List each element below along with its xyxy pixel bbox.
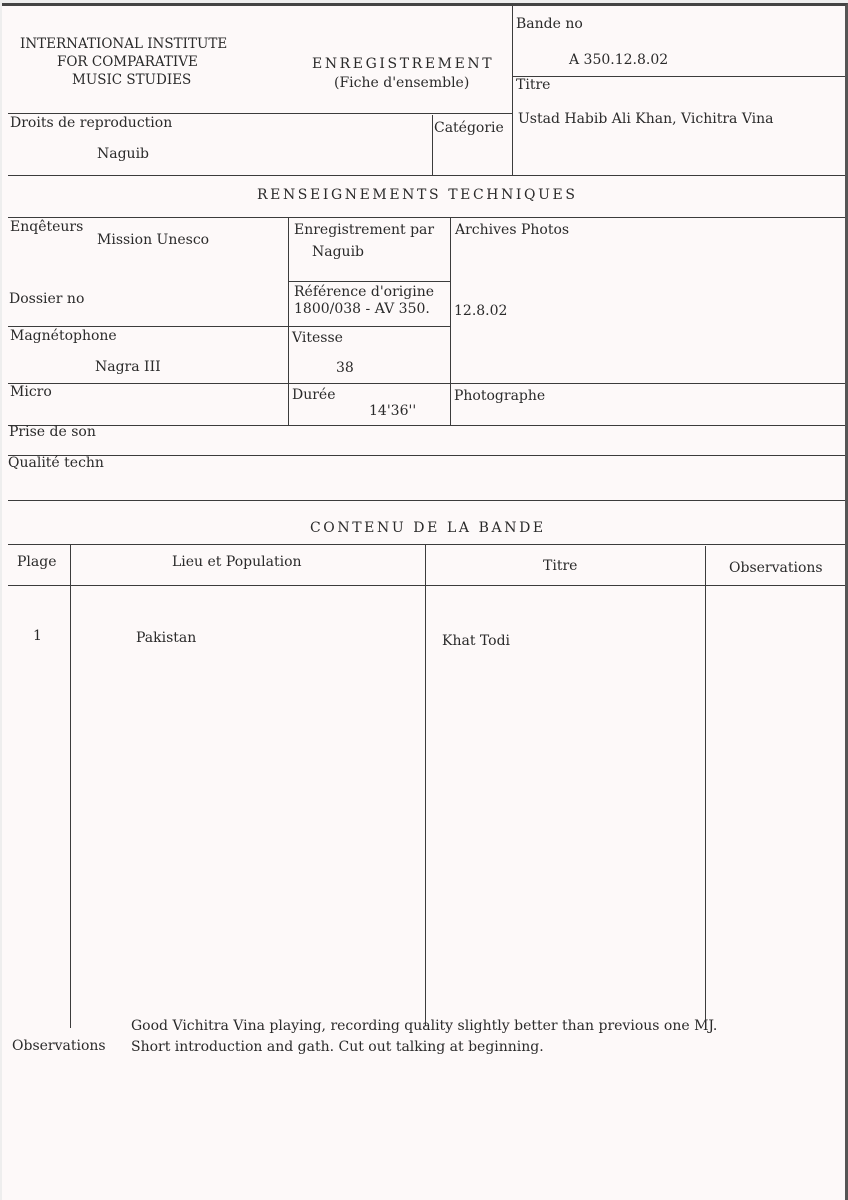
- form-subtitle: (Fiche d'ensemble): [334, 75, 470, 91]
- categorie-divider: [432, 115, 433, 175]
- technical-col2-divider: [450, 217, 451, 425]
- droits-value: Naguib: [97, 146, 150, 162]
- qualite-top-rule: [8, 455, 845, 456]
- enqueteurs-value: Mission Unesco: [97, 232, 210, 248]
- form-title: ENREGISTREMENT: [312, 56, 495, 72]
- vitesse-label: Vitesse: [292, 330, 343, 346]
- dossier-label: Dossier no: [9, 291, 85, 307]
- column-header-plage: Plage: [17, 554, 57, 570]
- institute-name-line2: FOR COMPARATIVE: [57, 54, 198, 70]
- qualite-techn-label: Qualité techn: [8, 455, 104, 471]
- institute-name-line3: MUSIC STUDIES: [72, 72, 192, 88]
- categorie-label: Catégorie: [434, 120, 504, 136]
- contents-col1-divider: [70, 544, 71, 1028]
- contents-section-title: CONTENU DE LA BANDE: [310, 520, 546, 536]
- droits-top-rule: [8, 113, 512, 114]
- bande-value: A 350.12.8.02: [569, 52, 669, 68]
- header-bottom-rule: [8, 175, 845, 176]
- row-lieu: Pakistan: [136, 630, 197, 646]
- column-header-rule: [8, 585, 845, 586]
- micro-top-rule: [8, 383, 845, 384]
- observations-line2: Short introduction and gath. Cut out talking at beginning.: [131, 1039, 544, 1055]
- technical-section-title: RENSEIGNEMENTS TECHNIQUES: [257, 187, 578, 203]
- row-titre: Khat Todi: [442, 633, 511, 649]
- titre-label: Titre: [516, 77, 551, 93]
- technical-top-rule: [8, 217, 845, 218]
- enregistrement-value: Naguib: [312, 244, 365, 260]
- contents-col2-divider: [425, 544, 426, 1026]
- column-header-observations: Observations: [729, 560, 823, 576]
- prise-de-son-label: Prise de son: [9, 424, 96, 440]
- droits-label: Droits de reproduction: [10, 115, 173, 131]
- magnetophone-value: Nagra III: [95, 359, 161, 375]
- enregistrement-label: Enregistrement par: [294, 222, 435, 238]
- duree-label: Durée: [292, 387, 336, 403]
- enqueteurs-label: Enqêteurs: [10, 219, 84, 235]
- magnetophone-top-rule: [8, 326, 450, 327]
- archives-photos-label: Archives Photos: [455, 222, 570, 238]
- reference-label: Référence d'origine: [294, 284, 435, 300]
- institute-name-line1: INTERNATIONAL INSTITUTE: [20, 36, 228, 52]
- technical-bottom-rule: [8, 500, 845, 501]
- duree-value: 14'36'': [369, 403, 417, 419]
- observations-label: Observations: [12, 1038, 106, 1054]
- reference-value-left: 1800/038 - AV 350.: [294, 301, 430, 317]
- contents-top-rule: [8, 544, 845, 545]
- recording-form-sheet: [2, 3, 848, 1200]
- row-plage: 1: [33, 628, 42, 644]
- column-header-lieu: Lieu et Population: [172, 554, 302, 570]
- column-header-titre: Titre: [543, 558, 578, 574]
- technical-col1-divider: [288, 217, 289, 425]
- bande-label: Bande no: [516, 16, 583, 32]
- titre-value: Ustad Habib Ali Khan, Vichitra Vina: [518, 111, 774, 127]
- reference-value-right: 12.8.02: [454, 303, 508, 319]
- magnetophone-label: Magnétophone: [10, 328, 117, 344]
- photographe-label: Photographe: [454, 388, 546, 404]
- bande-titre-divider: [512, 76, 845, 77]
- vitesse-value: 38: [336, 360, 354, 376]
- contents-col3-divider: [705, 546, 706, 1024]
- header-divider-vertical: [512, 6, 513, 175]
- prise-top-rule: [8, 425, 845, 426]
- micro-label: Micro: [10, 384, 52, 400]
- reference-top-rule: [288, 281, 450, 282]
- observations-line1: Good Vichitra Vina playing, recording quality slightly better than previous one MJ.: [131, 1018, 718, 1034]
